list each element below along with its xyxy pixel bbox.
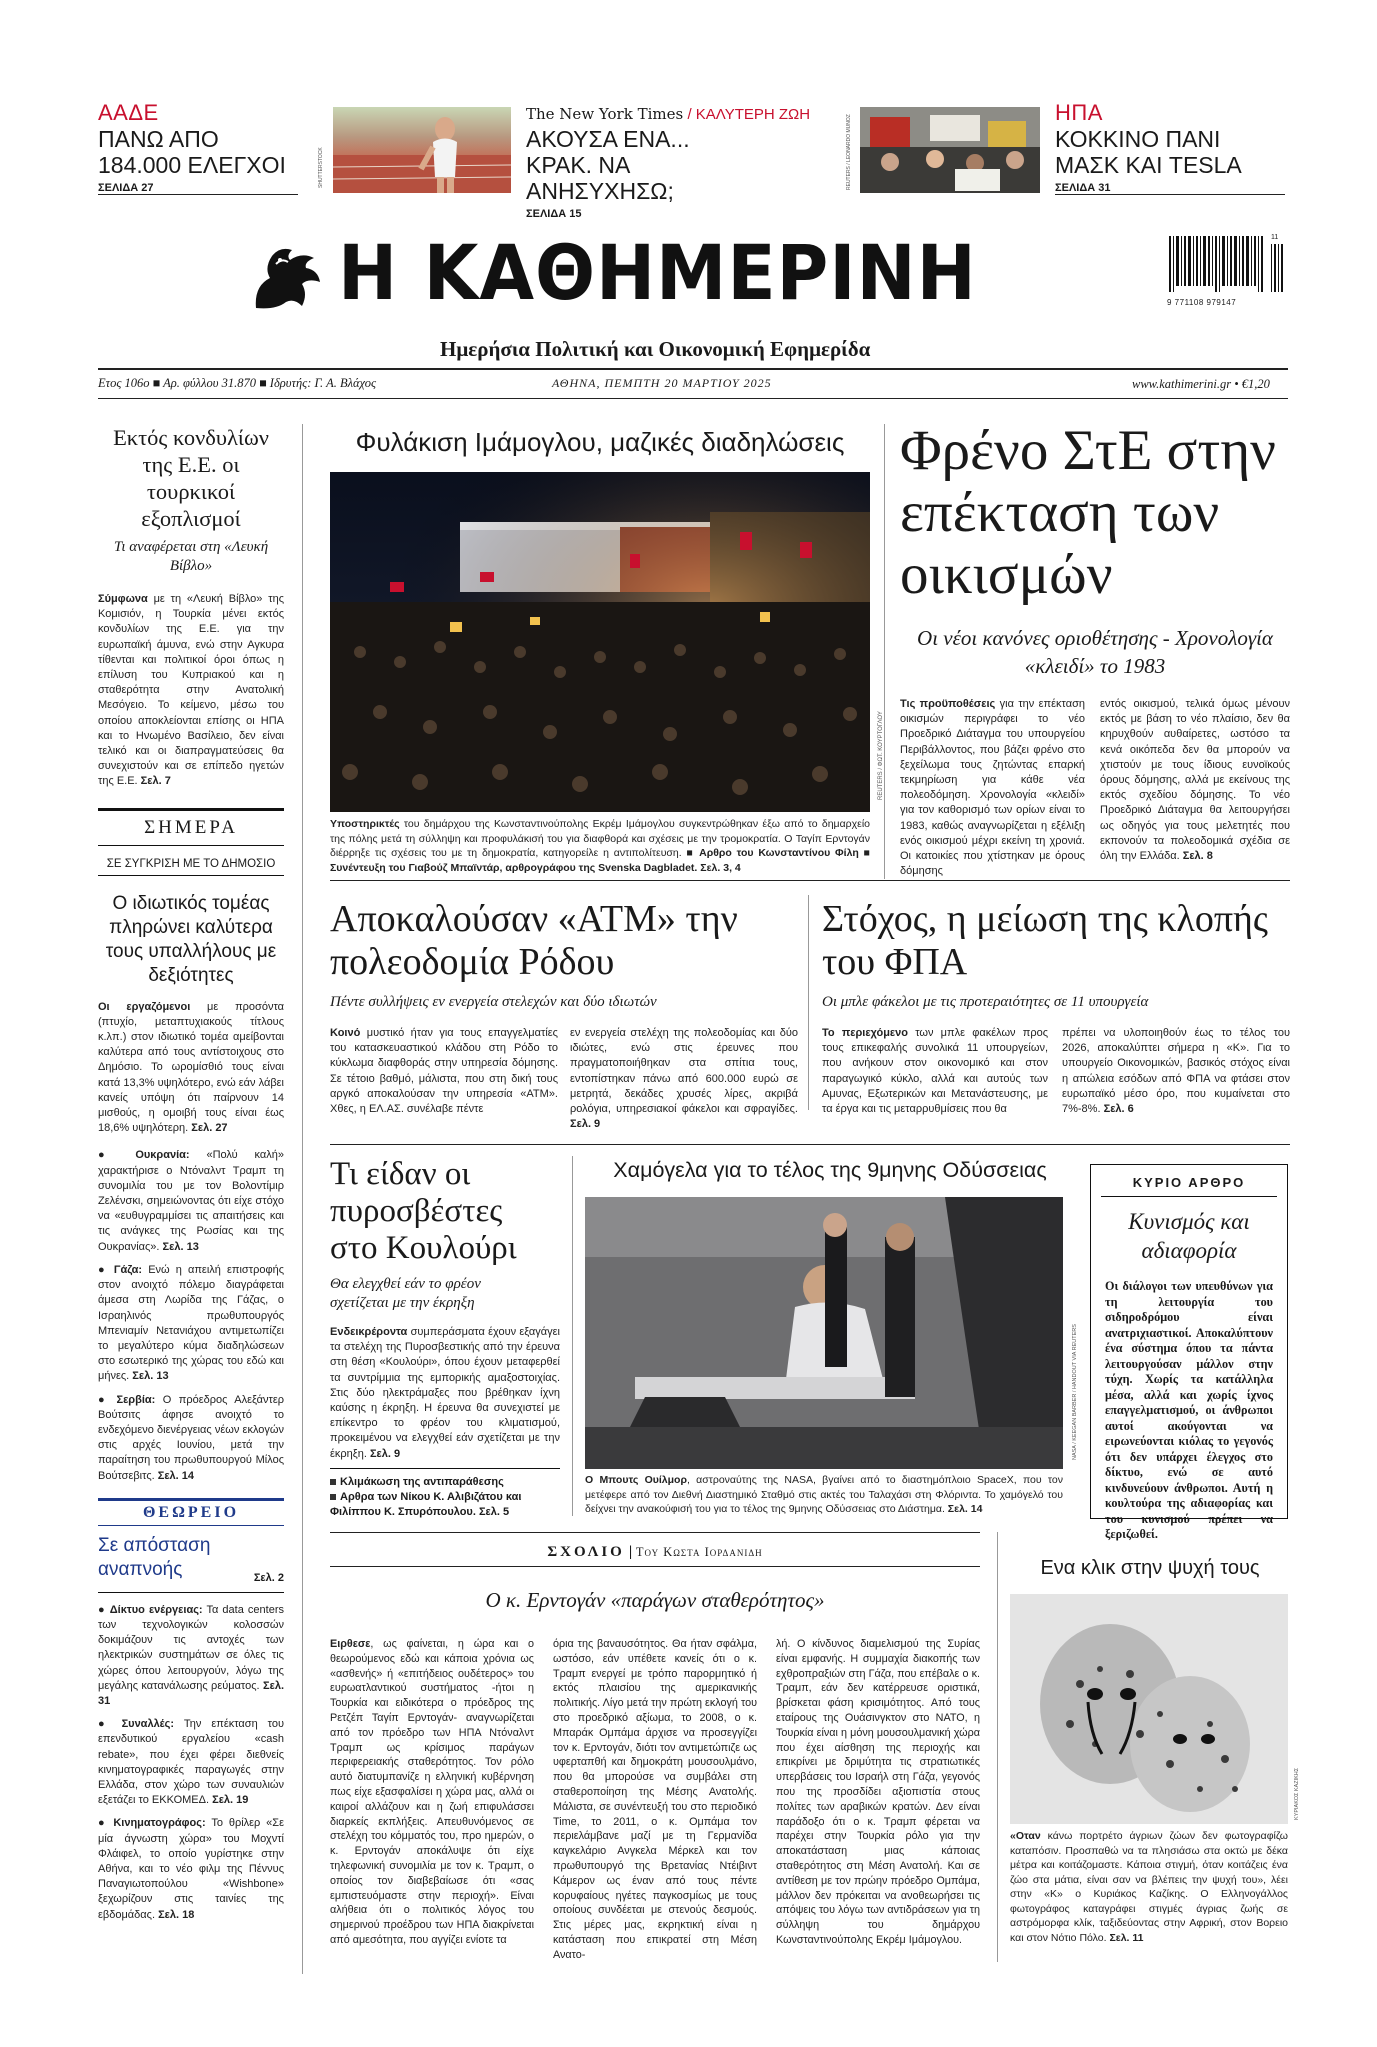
ste-body-col1: Τις προϋποθέσεις για την επέκταση οικισμών περιγράφει το νέο Προεδρικό Διάταγμα του υπουργείου Περιβάλλοντος, που βάζει φρένο στο ξεχείλωμα τους ζητώντας επαρκή τεκμηρίωση για κάθε νέα πολεοδόμηση. Χρονολογία «κλειδί» για τον καθορισμό των ορίων είναι το 1983, καθώς αναγνωρίζεται η εξέλιξη ενός οικισμού μέχρι εκείνη τη χρονιά. Οι κατοικίες που χτίστηκαν με όρους δόμησης xyxy=(900,698,1085,878)
brief-cinema[interactable]: ● Κινηματογράφος: Το θρίλερ «Σε μία άγνωστη χώρα» του Μοχντί Φλάιφελ, το οποίο γυρίστηκε στην Αθήνα, και το νέο φιλμ της Πέννυς Παναγιωτοπούλου «Wishbone» ξεχωρίζουν στις ταινίες της εβδομάδας. Σελ. 18 xyxy=(98,1817,285,1921)
barcode-bars xyxy=(1167,236,1287,298)
section-label-theorio: ΘΕΩΡΕΙΟ xyxy=(142,1503,240,1521)
astronaut-illustration xyxy=(585,1197,1063,1469)
cheetah-photo xyxy=(1010,1594,1288,1824)
theorio-story[interactable] xyxy=(98,1534,284,1584)
imamoglu-caption: Υποστηρικτές του δημάρχου της Κωνσταντινούπολης Εκρέμ Ιμάμογλου συγκεντρώθηκαν έξω από το δημαρχείο της πόλης μετά τη σύλληψη και προφυλάκισή του για διαφθορά και σχέσεις με την τρομοκρατία. Ο Ταγίπ Ερντογάν διέρρηξε τις σχέσεις του με τη δημοκρατία, κατηγορείλε η αντιπολίτευση. ■ Αρθρο του Κωνσταντίνου Φίλη ■ Συνέντευξη του Γιαβούζ Μπαϊντάρ, αρθρογράφου της Svenska Dagbladet. Σελ. 3, 4 xyxy=(330,818,870,874)
rhodes-body-col2: εν ενεργεία στελέχη της πολεοδομίας και δύο ιδιώτες, ενώ στις έρευνες που πραγματοποιήθηκαν στα σπίτια τους, εντοπίστηκαν πάνω από 600.000 ευρώ σε μετρητά, δεκάδες χρυσές λίρες, ακριβά ρολόγια, υπηρεσιακοί φάκελοι και σφραγίδες. Σελ. 9 xyxy=(570,1027,798,1131)
firefighters-story[interactable] xyxy=(330,1156,560,1520)
editorial-box[interactable] xyxy=(1090,1164,1288,1541)
rhodes-body-col1: Κοινό μυστικό ήταν για τους επαγγελματίες του κατασκευαστικού κλάδου στη Ρόδο το κύκλωμα διαφθοράς στην υπηρεσία δόμησης. Σε τέτοιο βαθμό, μάλιστα, που στη δική τους αργκό αποκαλούσαν την υπηρεσία «ΑΤΜ». Χθες, η ΕΛ.ΑΣ. συνέλαβε πέντε xyxy=(330,1027,558,1116)
headline: Αποκαλούσαν «ΑΤΜ» την πολεοδομία Ρόδου xyxy=(330,898,738,983)
teaser-page: ΣΕΛΙΔΑ 31 xyxy=(1055,182,1111,194)
nyt-logo: The New York Times xyxy=(526,105,684,123)
subheadline: Θα ελεγχθεί εάν το φρέον σχετίζεται με την έκρηξη xyxy=(330,1276,481,1311)
comment-author: Του Κωστα Ιορδανιδη xyxy=(635,1545,763,1559)
photo-credit: ΚΥΡΙΑΚΟΣ ΚΑΖΙΚΗΣ xyxy=(1294,1767,1300,1820)
vat-story[interactable] xyxy=(822,898,1292,1011)
comment-col2: όρια της βαναυσότητος. Θα ήταν σφάλμα, ωστόσο, εάν υπέθετε κανείς ότι ο κ. Τραμπ ενεργεί με τρόπο παρορμητικό ή εκτός πλαισίου της αμερικανικής πολιτικής. Λίγο μετά την πρώτη εκλογή του στο προεδρικό αξίωμα, το 2008, ο κ. Μπαράκ Ομπάμα άρχισε να προσεγγίζει τον κ. Ερντογάν, διότι τον αντιμετώπιζε ως υφερταπθή και δημοκράτη μουσουλμάνο, που θα μπορούσε να συμβάλει στη σταθεροποίηση της Μέσης Ανατολής. Μάλιστα, σε συνέντευξή του στο περιοδικό Time, το 2011, ο κ. Ομπάμα τον περιελάμβανε μαζί με τη Γερμανίδα καγκελάριο Ανγκελα Μέρκελ και τον πρωθυπουργό της Βρετανίας Ντέιβιντ Κάμερον ως έναν από τους πέντε κορυφαίους ηγέτες παγκοσμίως με τους οποίους συνδέεται με στενούς δεσμούς. Στις μέρες μας, εκρηκτική είναι η κατάσταση που επικρατεί στη Μέση Ανατο- xyxy=(553,1638,757,1961)
cheetah-caption: «Οταν κάνω πορτρέτο άγριων ζώων δεν φωτογραφίζω καταπόσιν. Προσπαθώ να τα πλησιάσω στα οκτώ με δέκα μέτρα και κοιτάζομαστε. Κάποια στιγμή, όταν κοιτάζεις ένα ζώο στα μάτια, είναι σαν να βλέπεις την ψυχή του», λέει στην «Κ» ο Κυριάκος Καζίκης. Ο Ελληνογάλλος φωτογράφος καταγράφει στιγμές άγριας ζωής σε αστρόμορφα κλίκ, ταξιδεύοντας στην Αφρική, στον Βορειο και στον Νότιο Πόλο. Σελ. 11 xyxy=(1010,1830,1288,1944)
teaser-kicker: ΚΑΛΥΤΕΡΗ ΖΩΗ xyxy=(695,106,811,123)
astronauts-headline[interactable]: Χαμόγελα για το τέλος της 9μηνης Οδύσσειας xyxy=(613,1158,1047,1182)
protest-illustration xyxy=(860,107,1040,193)
comment-header: ΣΧΟΛΙΟ | Του Κωστα Ιορδανιδη xyxy=(547,1544,763,1560)
dateline-center: ΑΘΗΝΑ, ΠΕΜΠΤΗ 20 ΜΑΡΤΙΟΥ 2025 xyxy=(552,376,772,390)
teaser-title: ΑΚΟΥΣΑ ΕΝΑ... ΚΡΑΚ. ΝΑ ΑΝΗΣΥΧΗΣΩ; xyxy=(526,126,690,204)
brief-serbia[interactable]: ● Σερβία: Ο πρόεδρος Αλεξάντερ Βούτσιτς άφησε ανοιχτό το ενδεχόμενο διενέργειας νέων εκλογών στις αρχές Ιουνίου, μετά την παραίτηση του πρωθυπουργού Μίλος Βούτσεβιτς. Σελ. 14 xyxy=(98,1393,284,1482)
cheetah-illustration xyxy=(1010,1594,1288,1824)
dateline-right: www.kathimerini.gr • €1,20 xyxy=(1132,377,1270,391)
brief-energy[interactable]: ● Δίκτυο ενέργειας: Τα data centers των τεχνολογικών κολοσσών δοκιμάζουν τις αντοχές των ηλεκτρικών συστημάτων σε όλες τις χώρες όπου λειτουργούν, λόγω της μεγάλης κατανάλωσης ρεύματος. Σελ. 31 xyxy=(98,1603,284,1707)
comment-col3: λή. Ο κίνδυνος διαμελισμού της Συρίας είναι εμφανής. Η συμμαχία διακοπής των εχθροπραξιών στη Γάζα, που επέβαλε ο κ. Τραμπ, εάν δεν κατέρρευσε οριστικά, βρίσκεται φάση κρισιμότητος. Από τους εταίρους της Ουάσινγκτον στο ΝΑΤΟ, η Τουρκία είναι η μόνη μουσουλμανική χώρα που έχει αίσθηση της περιοχής και επικρίνει με δριμύτητα τις στρατιωτικές υπερβάσεις του Ισραήλ στη Γάζα, γεγονός που της προσδίδει αξιοπιστία στους πολίτες των αραβικών κρατών. Δεν είναι παράδοξο ότι ο κ. Τραμπ φέρεται να παρέχει στην Τουρκία ρόλο για την αποκατάσταση μιας κάποιας σταθερότητος στη Μέση Ανατολή. Και σε αντίθεση με τον πρώην πρόεδρο Ομπάμα, μάλλον δεν πρόκειται να ανοθεωρήσει τις απόψεις του λόγω των αντιδράσεων για τη σύλληψη του δημάρχου Κωνσταντινούπολης Εκρέμ Ιμάμογλου. xyxy=(776,1638,980,1946)
tesla-protest-photo xyxy=(860,107,1040,193)
lead-story-turkey[interactable] xyxy=(98,424,284,790)
headline: Φρένο ΣτΕ στην επέκταση των οικισμών xyxy=(900,419,1276,606)
rhodes-story[interactable] xyxy=(330,898,800,1011)
ste-body-col2: εντός οικισμού, τελικά όμως μένουν εκτός με βάση το νέο πλαίσιο, δεν θα κηρυχθούν αυθαίρετες, ωστόσο τα κενά οικόπεδα δεν θα μπορούν να χτιστούν με τους ίδιους ευνοϊκούς όρους δόμησης, αλλά με εκείνους της εκτός σχεδίου δόμησης. Το νέο Προεδρικό Διάταγμα θα λειτουργήσει ως οδηγός για τους μελετητές που εκπονούν τα πολεοδομικά σχέδια σε όλη την Ελλάδα. Σελ. 8 xyxy=(1100,698,1290,863)
runner-photo xyxy=(333,107,511,193)
comment-title[interactable]: Ο κ. Ερντογάν «παράγων σταθερότητος» xyxy=(485,1588,825,1612)
ref-line[interactable]: Αρθρα των Νίκου Κ. Αλιβιζάτου και Φιλίππου Κ. Σπυρόπουλου. Σελ. 5 xyxy=(330,1490,522,1518)
article-body: Σύμφωνα με τη «Λευκή Βίβλο» της Κομισιόν, η Τουρκία μένει εκτός κονδυλίων της Ε.Ε. για την ευρωπαϊκή άμυνα, ενώ στην Αγκυρα τίθενται και πολιτικοί όροι όπως η επίλυση του Κυπριακού και η σταθερότητα στην Ανατολική Μεσόγειο. Το κείμενο, μέσω του οποίου αποκλείονται επίσης οι ΗΠΑ και το Ηνωμένο Βασίλειο, δεν είναι τελικό και οι διαπραγματεύσεις θα συνεχιστούν και σε επίπεδο ηγετών της Ε.Ε. Σελ. 7 xyxy=(98,593,284,788)
ref-line[interactable]: Κλιμάκωση της αντιπαράθεσης xyxy=(330,1475,560,1490)
headline: Στόχος, η μείωση της κλοπής του ΦΠΑ xyxy=(822,898,1268,983)
masthead-subtitle: Ημερήσια Πολιτική και Οικονομική Εφημερίδα xyxy=(440,337,871,361)
barcode-number: 9 771108 979147 xyxy=(1167,298,1237,307)
protest-crowd-illustration xyxy=(330,472,870,812)
ste-story[interactable] xyxy=(900,420,1290,680)
subheadline: Πέντε συλλήψεις εν ενεργεία στελεχών και δύο ιδιωτών xyxy=(330,994,657,1010)
photo-credit: REUTERS / ΦΩΤ. ΚΟΥΡΤΟΓΛΟΥ xyxy=(878,711,884,800)
subheadline: Οι νέοι κανόνες οριοθέτησης - Χρονολογία «κλειδί» το 1983 xyxy=(917,626,1273,678)
teaser-page: ΣΕΛΙΔΑ 15 xyxy=(526,208,582,220)
brief-ukraine[interactable]: ● Ουκρανία: «Πολύ καλή» χαρακτήρισε ο Ντόναλντ Τραμπ τη συνομιλία του με τον Βολοντίμιρ Ζελένσκι, σημειώνοντας ότι είχε στόχο να «ευθυγραμμίσει τις απαιτήσεις και τις ανάγκες της Ρωσίας και της Ουκρανίας». Σελ. 13 xyxy=(98,1149,285,1253)
runner-illustration xyxy=(333,107,511,193)
teaser-page: ΣΕΛΙΔΑ 27 xyxy=(98,182,154,194)
teaser-kicker: ΑΑΔΕ xyxy=(98,100,159,125)
comment-col1: Ειρθεσε, ως φαίνεται, η ώρα και ο θεωρούμενος εδώ και κάποια χρόνια ως «ασθενής» ή «επιτήδειος ουδέτερος» του ευρωατλαντικού συστήματος -ήτοι η Τουρκία και ειδικότερα ο πρόεδρος της Ρετζέπ Ταγίπ Ερντογάν- αναγνωρίζεται από τον πρόεδρο των ΗΠΑ Ντόναλντ Τραμπ ως κρίσιμος παράγων περιφερειακής σταθερότητος. Τον ρόλο αυτό διατυμπανίζε η ελληνική κυβέρνηση πως είχε εξασφαλίσει η χώρα μας, αλλά οι καιροί αλλάζουν και η ζωή επιφυλάσσει διαρκείς εκπλήξεις. Απευθυνόμενος σε στελέχη του κόμματός του, προ ημερών, ο κ. Ερντογάν αποκάλυψε ότι είχε τηλεφωνική συνομιλία με τον κ. Τραμπ, ο οποίος τον διαβεβαίωσε ότι «σας εμπιστευόμαστε στην περιοχή». Είναι αλήθεια ότι ο πολιτικός λόγος του σημερινού προέδρου των ΗΠΑ διακρίνεται από αμεσότητα, που αγγίζει ενίοτε τα xyxy=(330,1638,534,1946)
photo-credit: NASA / KEEGAN BARBER / HANDOUT VIA REUTERS xyxy=(1072,1324,1078,1460)
photo-credit: REUTERS / LEONARDO MUNOZ xyxy=(846,114,852,190)
kicker: ΣΕ ΣΥΓΚΡΙΣΗ ΜΕ ΤΟ ΔΗΜΟΣΙΟ xyxy=(106,857,276,870)
barcode-issue: 11 xyxy=(1271,234,1279,241)
editorial-title: Κυνισμός και αδιαφορία xyxy=(1128,1209,1250,1263)
subheadline: Οι μπλε φάκελοι με τις προτεραιότητες σε 11 υπουργεία xyxy=(822,994,1149,1010)
teaser-nyt[interactable]: The New York Times / ΚΑΛΥΤΕΡΗ ΖΩΗ ΑΚΟΥΣΑ ΕΝΑ... ΚΡΑΚ. ΝΑ ΑΝΗΣΥΧΗΣΩ; ΣΕΛΙΔΑ 15 xyxy=(526,104,826,220)
headline: Τι είδαν οι πυροσβέστες στο Κουλούρι xyxy=(330,1156,517,1266)
headline: Εκτός κονδυλίων της Ε.Ε. οι τουρκικοί εξοπλισμοί xyxy=(113,425,269,531)
dateline-left: Ετος 106ο ■ Αρ. φύλλου 31.870 ■ Ιδρυτής: Γ. Α. Βλάχος xyxy=(98,376,377,390)
brief-concerts[interactable]: ● Συναλλές: Την επέκταση του επενδυτικού εργαλείου «cash rebate», που έχει φέρει διεθνείς κινηματογραφικές παραγωγές στην Ελλάδα, στον χώρο των συναυλιών εξετάζει το ΕΚΚΟΜΕΔ. Σελ. 19 xyxy=(98,1718,284,1807)
vat-body-col1: Το περιεχόμενο των μπλε φακέλων προς τους επικεφαλής συνολικά 11 υπουργείων, που ανήκουν στον οικονομικό και στον παραγωγικό κύκλο, αλλά και αυτούς των Αμυνας, Εξωτερικών και Μετανάστευσης, με τα έργα και τις μεταρρυθμίσεις που θα xyxy=(822,1027,1048,1116)
vat-body-col2: πρέπει να υλοποιηθούν έως το τέλος του 2026, αποκαλύπτει σήμερα η «Κ». Για το υπουργείο Οικονομικών, βασικός στόχος είναι η απώλεια εσόδων από ΦΠΑ να φτάσει στον ευρωπαϊκό μέσο όρο, που κυμαίνεται στο 7%-8%. Σελ. 6 xyxy=(1062,1027,1290,1116)
page-ref: Σελ. 2 xyxy=(253,1571,284,1584)
cheetah-headline[interactable]: Ενα κλικ στην ψυχή τους xyxy=(1040,1557,1260,1579)
griffin-logo xyxy=(246,238,326,316)
astronauts-caption: Ο Μπουτς Ουίλμορ, αστροναύτης της NASA, βγαίνει από το διαστημόπλοιο SpaceX, που τον μετέφερε από τον Διεθνή Διαστημικό Σταθμό στις ακτές του Ταλαχάσι στη Φλόριντα. Το χαμόγελό του δείχνει την ανακούφισή του για το τέλος της 9μηνης Οδύσσειας στο Διάστημα. Σελ. 14 xyxy=(585,1474,1064,1515)
imamoglu-headline[interactable]: Φυλάκιση Ιμάμογλου, μαζικές διαδηλώσεις xyxy=(355,427,845,457)
photo-credit: SHUTTERSTOCK xyxy=(318,147,324,188)
teaser-usa[interactable] xyxy=(1055,100,1285,194)
article-body: Ενδεικρέροντα συμπεράσματα έχουν εξαγάγει τα στελέχη της Πυροσβεστικής από την έρευνα στη θέση «Κουλούρι», όπου έχουν μεταφερθεί τα συντρίμμια της εμπορικής αμαξοστοιχίας. Στις δύο ηλεκτράμαξες που βρέθηκαν ίχνη καύσης η έκρηξη. Η έρευνα θα συνεχιστεί με επίκεντρο το φρέον του κλιματισμού, προκειμένου να ελεγχθεί εάν σχετίζεται με την έκρηξη. Σελ. 9 xyxy=(330,1326,560,1460)
headline: Ο ιδιωτικός τομέας πληρώνει καλύτερα τους υπαλλήλους με δεξιότητες xyxy=(105,892,277,986)
teaser-title: ΚΟΚΚΙΝΟ ΠΑΝΙ ΜΑΣΚ ΚΑΙ TESLA xyxy=(1055,126,1242,178)
masthead-title: Η ΚΑΘΗΜΕΡΙΝΗ xyxy=(338,228,977,317)
editorial-label: ΚΥΡΙΟ ΑΡΘΡΟ xyxy=(1132,1175,1246,1190)
barcode xyxy=(1167,236,1287,312)
astronaut-photo xyxy=(585,1197,1063,1469)
brief-gaza[interactable]: ● Γάζα: Ενώ η απειλή επιστροφής στον ανοιχτό πόλεμο διαγράφεται άμεσα στη Λωρίδα της Γάζας, ο Ισραηλινός πρωθυπουργός Μπενιαμίν Νετανιάχου αντιμετωπίζει το μεγαλύτερο κύμα διαδηλώσεων στο εσωτερικό της χώρας του εδώ και μήνες. Σελ. 13 xyxy=(98,1263,284,1383)
teaser-kicker: ΗΠΑ xyxy=(1055,100,1103,125)
section-label-simera: ΣΗΜΕΡΑ xyxy=(144,816,238,838)
istanbul-protest-photo xyxy=(330,472,870,812)
teaser-aade[interactable] xyxy=(98,100,298,194)
subheadline: Τι αναφέρεται στη «Λευκή Βίβλο» xyxy=(113,539,269,574)
headline: Σε απόσταση αναπνοής xyxy=(98,1534,211,1580)
left-column xyxy=(98,424,284,1923)
editorial-body: Οι διάλογοι των υπευθύνων για τη λειτουργία του σιδηροδρόμου είναι ανατριχιαστικοί. Αποκαλύπτουν ένα σύστημα όπου τα πάντα λειτουργούσαν μάλλον στην τύχη. Χωρίς τα κατάλληλα μέσα, αλλά και χωρίς ίχνος επαγγελματισμού, οι άνθρωποι αυτοί ακούγονται να ειρωνεύονται κιόλας το γεγονός ότι δεν υπάρχει έλεγχος στο δίκτυο, ενώ σε αυτό κινδυνεύουν άνθρωποι. Αυτή η κουλτούρα της αδιαφορίας και του κυνισμού πρέπει να ξεριζωθεί. xyxy=(1105,1279,1273,1541)
article-body: Οι εργαζόμενοι με προσόντα (πτυχίο, μεταπτυχιακούς τίτλους κ.λπ.) στον ιδιωτικό τομέα αμείβονται καλύτερα από τους αντίστοιχους στο Δημόσιο. Το ωρομίσθιό τους είναι κατά 13,3% υψηλότερο, ενώ εάν λάβει κανείς υπόψη ότι παίρνουν 14 μισθούς, η ομοιβή τους είναι έως 18,6% υψηλότερη. Σελ. 27 xyxy=(98,1000,284,1135)
comment-label: ΣΧΟΛΙΟ xyxy=(547,1544,625,1560)
simera-story[interactable] xyxy=(98,858,284,1137)
teaser-title: ΠΑΝΩ ΑΠΟ 184.000 ΕΛΕΓΧΟΙ xyxy=(98,126,286,178)
